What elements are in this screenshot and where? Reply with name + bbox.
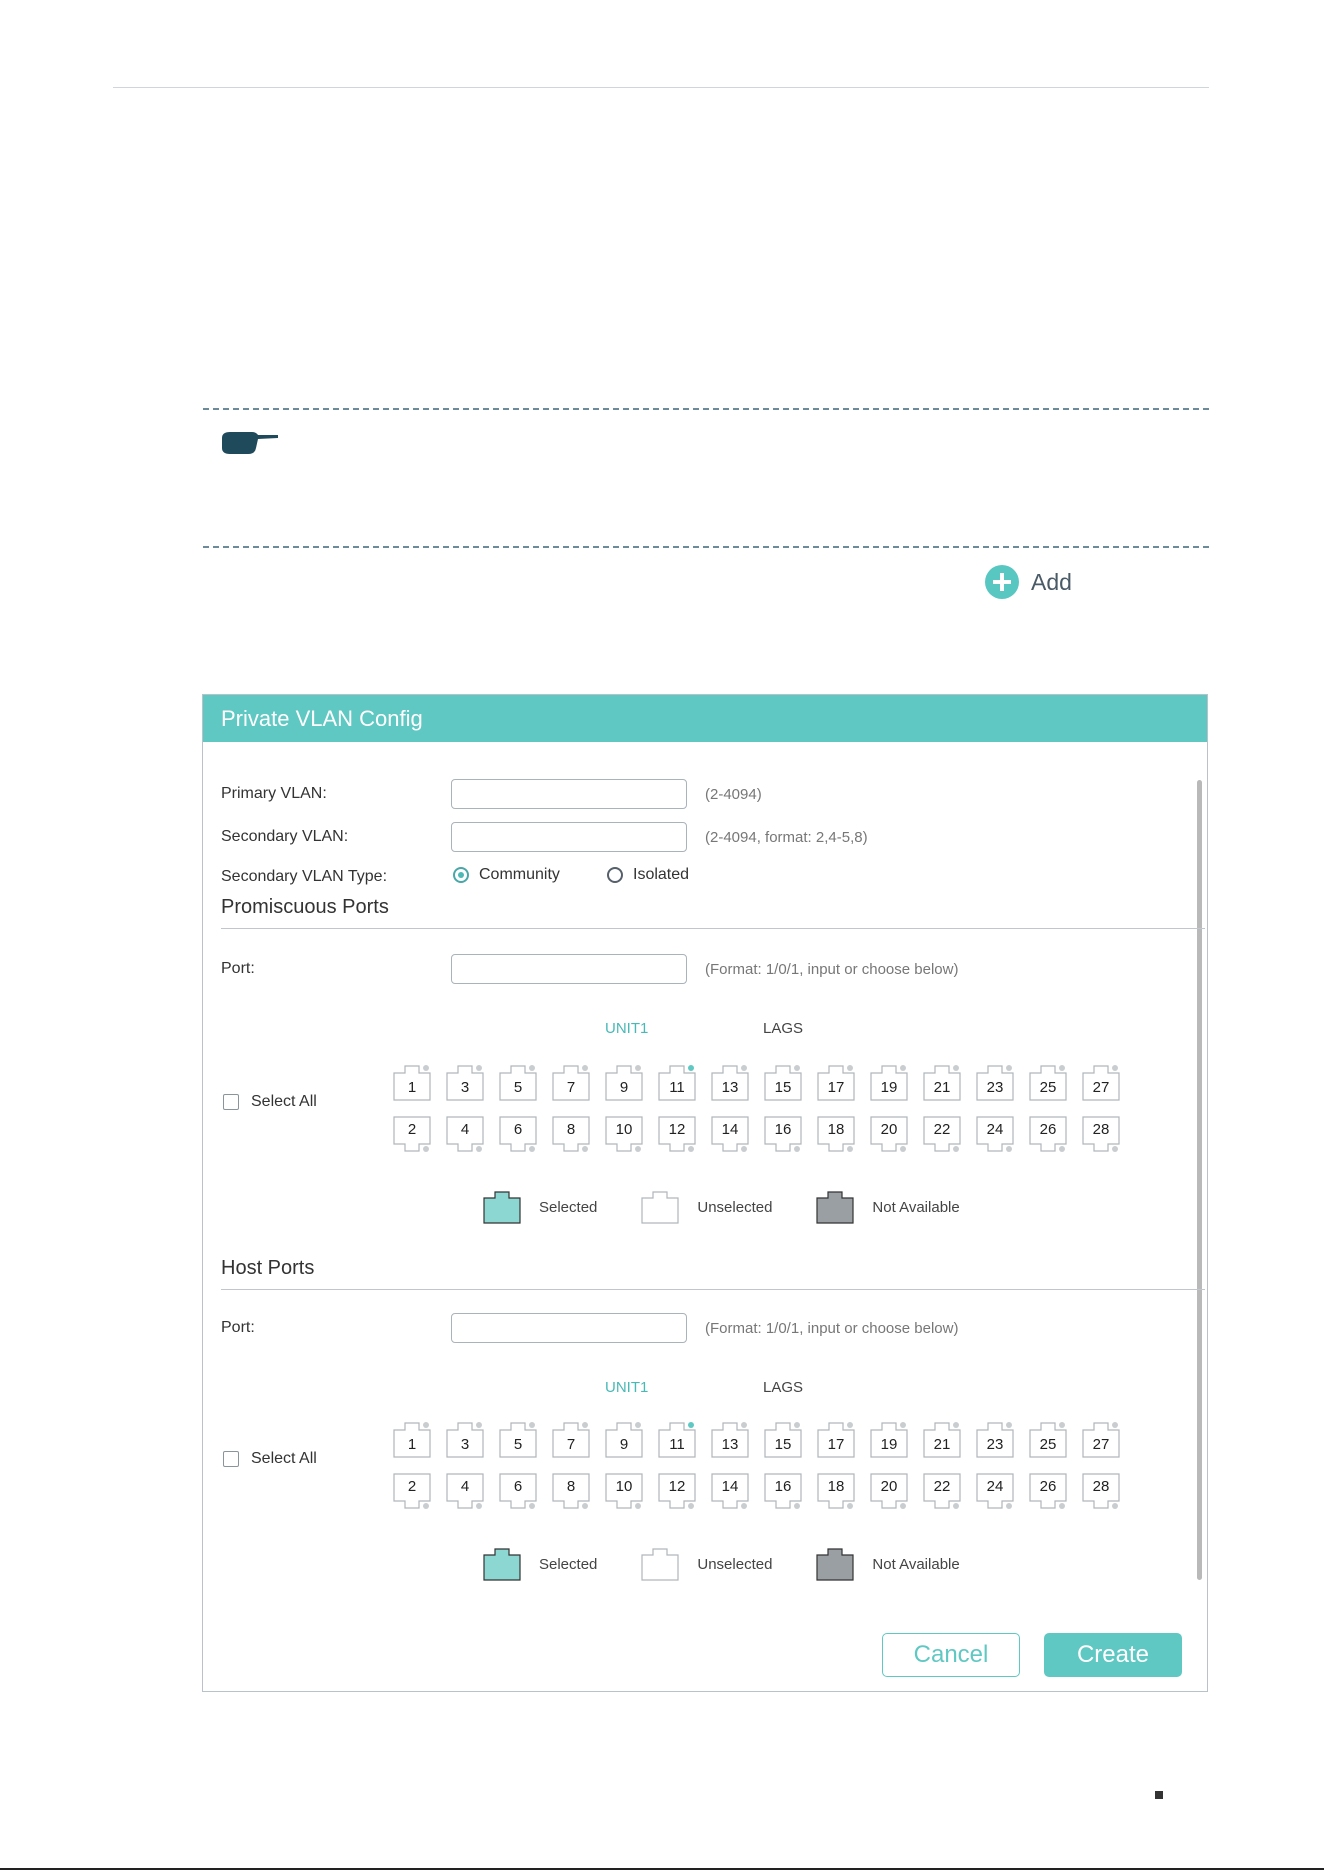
port-row-odd: [393, 1063, 1120, 1101]
radio-isolated-label: Isolated: [633, 866, 690, 883]
legend-not-available-label: Not Available: [872, 1555, 960, 1573]
port-led-icon: [582, 1503, 588, 1509]
port-number: 13: [721, 1436, 739, 1453]
port-selected-icon: [483, 1547, 521, 1581]
port-number: 19: [880, 1436, 898, 1453]
port-button[interactable]: [1082, 1473, 1120, 1511]
port-led-icon: [1006, 1146, 1012, 1152]
port-button[interactable]: [446, 1420, 484, 1458]
legend-not-available: [816, 1547, 959, 1581]
legend-not-available-label: Not Available: [872, 1198, 960, 1216]
radio-community[interactable]: [453, 866, 560, 884]
port-number: 2: [407, 1478, 417, 1495]
port-led-icon: [635, 1146, 641, 1152]
select-all-label: Select All: [251, 1093, 317, 1110]
port-led-icon: [900, 1422, 906, 1428]
section-divider: [221, 1289, 1205, 1290]
port-number: 9: [619, 1436, 629, 1453]
port-led-icon: [476, 1503, 482, 1509]
port-button[interactable]: [499, 1116, 537, 1154]
port-button[interactable]: [605, 1063, 643, 1101]
radio-checked-icon: [453, 867, 469, 883]
port-led-icon: [1059, 1065, 1065, 1071]
add-circle-icon: [985, 565, 1019, 599]
port-number: 8: [566, 1478, 576, 1495]
port-number: 16: [774, 1121, 792, 1138]
port-button[interactable]: [976, 1420, 1014, 1458]
port-number: 24: [986, 1478, 1004, 1495]
port-number: 15: [774, 1079, 792, 1096]
port-number: 10: [615, 1478, 633, 1495]
port-number: 13: [721, 1079, 739, 1096]
port-number: 27: [1092, 1079, 1110, 1096]
port-button[interactable]: [1082, 1116, 1120, 1154]
port-button[interactable]: [393, 1420, 431, 1458]
port-led-icon: [582, 1422, 588, 1428]
legend-unselected-label: Unselected: [697, 1198, 773, 1216]
port-button[interactable]: [711, 1420, 749, 1458]
create-button[interactable]: Create: [1044, 1633, 1182, 1677]
page-marker: [1155, 1791, 1163, 1799]
host-legend: [483, 1547, 1004, 1581]
primary-vlan-hint: (2-4094): [705, 786, 762, 803]
port-number: 3: [460, 1436, 470, 1453]
port-number: 9: [619, 1079, 629, 1096]
note-bottom-divider: [203, 546, 1209, 548]
port-led-icon: [741, 1065, 747, 1071]
port-led-icon: [794, 1065, 800, 1071]
port-number: 22: [933, 1121, 951, 1138]
port-led-icon: [847, 1422, 853, 1428]
port-led-icon: [953, 1422, 959, 1428]
secondary-vlan-input[interactable]: [451, 822, 687, 852]
port-number: 24: [986, 1121, 1004, 1138]
port-button[interactable]: [446, 1473, 484, 1511]
port-button[interactable]: [976, 1473, 1014, 1511]
port-button[interactable]: [393, 1063, 431, 1101]
port-led-icon: [529, 1065, 535, 1071]
legend-selected: [483, 1547, 597, 1581]
radio-community-label: Community: [479, 866, 560, 883]
port-selected-icon: [483, 1190, 521, 1224]
port-button[interactable]: [817, 1420, 855, 1458]
port-number: 21: [933, 1079, 951, 1096]
port-row-odd: [393, 1420, 1120, 1458]
port-led-icon: [900, 1503, 906, 1509]
port-number: 4: [460, 1478, 470, 1495]
port-number: 23: [986, 1079, 1004, 1096]
port-button[interactable]: [711, 1473, 749, 1511]
port-button[interactable]: [499, 1063, 537, 1101]
top-rule: [113, 87, 1209, 88]
port-led-icon: [688, 1146, 694, 1152]
port-number: 25: [1039, 1079, 1057, 1096]
port-led-icon: [1006, 1422, 1012, 1428]
port-number: 5: [513, 1079, 523, 1096]
port-number: 1: [407, 1436, 417, 1453]
port-led-icon: [635, 1503, 641, 1509]
legend-unselected-label: Unselected: [697, 1555, 773, 1573]
dialog-scrollbar[interactable]: [1197, 780, 1202, 1580]
promiscuous-port-input[interactable]: [451, 954, 687, 984]
port-number: 21: [933, 1436, 951, 1453]
port-button[interactable]: [923, 1420, 961, 1458]
select-all-label: Select All: [251, 1450, 317, 1467]
host-port-label: Port:: [221, 1319, 255, 1336]
port-number: 26: [1039, 1121, 1057, 1138]
port-number: 6: [513, 1478, 523, 1495]
promiscuous-port-hint: (Format: 1/0/1, input or choose below): [705, 961, 959, 978]
port-number: 12: [668, 1478, 686, 1495]
private-vlan-config-dialog: [202, 694, 1208, 1692]
port-button[interactable]: [552, 1473, 590, 1511]
port-led-icon: [953, 1065, 959, 1071]
host-select-all[interactable]: [223, 1450, 317, 1468]
port-led-icon: [476, 1146, 482, 1152]
port-button[interactable]: [870, 1116, 908, 1154]
port-number: 6: [513, 1121, 523, 1138]
port-button[interactable]: [1029, 1420, 1067, 1458]
port-number: 18: [827, 1121, 845, 1138]
port-number: 19: [880, 1079, 898, 1096]
port-led-icon: [794, 1146, 800, 1152]
port-button[interactable]: [658, 1473, 696, 1511]
port-button[interactable]: [658, 1116, 696, 1154]
port-button[interactable]: [764, 1116, 802, 1154]
port-led-icon: [635, 1065, 641, 1071]
port-number: 8: [566, 1121, 576, 1138]
port-number: 14: [721, 1121, 739, 1138]
port-number: 18: [827, 1478, 845, 1495]
port-led-icon: [1112, 1146, 1118, 1152]
port-number: 26: [1039, 1478, 1057, 1495]
port-led-icon: [1059, 1503, 1065, 1509]
port-button[interactable]: [1082, 1063, 1120, 1101]
add-label: Add: [1031, 568, 1072, 595]
port-button[interactable]: [976, 1063, 1014, 1101]
port-led-icon: [582, 1146, 588, 1152]
port-led-icon: [741, 1146, 747, 1152]
port-led-icon: [476, 1065, 482, 1071]
port-number: 1: [407, 1079, 417, 1096]
port-number: 7: [566, 1079, 576, 1096]
port-led-icon: [688, 1503, 694, 1509]
port-button[interactable]: [817, 1063, 855, 1101]
port-button[interactable]: [1029, 1116, 1067, 1154]
port-button[interactable]: [605, 1473, 643, 1511]
port-number: 4: [460, 1121, 470, 1138]
port-number: 16: [774, 1478, 792, 1495]
port-led-icon: [423, 1065, 429, 1071]
port-button[interactable]: [552, 1420, 590, 1458]
port-number: 11: [669, 1436, 685, 1453]
port-button[interactable]: [870, 1063, 908, 1101]
port-led-icon: [900, 1065, 906, 1071]
port-led-icon: [741, 1503, 747, 1509]
legend-selected-label: Selected: [539, 1198, 598, 1216]
port-button[interactable]: [711, 1063, 749, 1101]
legend-unselected: [641, 1547, 772, 1581]
port-number: 15: [774, 1436, 792, 1453]
legend-unselected: [641, 1190, 772, 1224]
port-button[interactable]: [711, 1116, 749, 1154]
pointing-hand-icon: [218, 428, 280, 460]
port-number: 22: [933, 1478, 951, 1495]
port-button[interactable]: [446, 1116, 484, 1154]
port-number: 14: [721, 1478, 739, 1495]
checkbox-icon: [223, 1451, 239, 1467]
note-top-divider: [203, 408, 1209, 410]
port-button[interactable]: [658, 1063, 696, 1101]
port-number: 7: [566, 1436, 576, 1453]
port-number: 28: [1092, 1478, 1110, 1495]
port-button[interactable]: [976, 1116, 1014, 1154]
port-button[interactable]: [393, 1116, 431, 1154]
port-led-icon: [1112, 1503, 1118, 1509]
port-button[interactable]: [923, 1473, 961, 1511]
host-ports-title: Host Ports: [221, 1257, 315, 1279]
promiscuous-tab-unit1[interactable]: UNIT1: [605, 1020, 649, 1037]
port-led-icon: [1006, 1503, 1012, 1509]
port-not-available-icon: [816, 1547, 854, 1581]
port-led-icon: [688, 1422, 694, 1428]
port-unselected-icon: [641, 1547, 679, 1581]
port-row-even: [393, 1116, 1120, 1154]
port-led-icon: [423, 1503, 429, 1509]
port-button[interactable]: [605, 1116, 643, 1154]
port-button[interactable]: [1029, 1473, 1067, 1511]
port-number: 25: [1039, 1436, 1057, 1453]
port-led-icon: [1112, 1422, 1118, 1428]
secondary-vlan-hint: (2-4094, format: 2,4-5,8): [705, 829, 868, 846]
port-led-icon: [529, 1422, 535, 1428]
port-led-icon: [529, 1503, 535, 1509]
port-button[interactable]: [499, 1420, 537, 1458]
port-led-icon: [1059, 1422, 1065, 1428]
port-number: 10: [615, 1121, 633, 1138]
port-button[interactable]: [923, 1116, 961, 1154]
port-led-icon: [529, 1146, 535, 1152]
port-button[interactable]: [446, 1063, 484, 1101]
host-tab-unit1[interactable]: UNIT1: [605, 1379, 649, 1396]
primary-vlan-input[interactable]: [451, 779, 687, 809]
port-led-icon: [794, 1422, 800, 1428]
port-row-even: [393, 1473, 1120, 1511]
port-number: 17: [827, 1079, 845, 1096]
port-button[interactable]: [764, 1473, 802, 1511]
port-button[interactable]: [552, 1116, 590, 1154]
section-divider: [221, 928, 1205, 929]
secondary-vlan-type-label: Secondary VLAN Type:: [221, 868, 388, 885]
port-led-icon: [423, 1146, 429, 1152]
radio-unchecked-icon: [607, 867, 623, 883]
port-button[interactable]: [499, 1473, 537, 1511]
secondary-vlan-label: Secondary VLAN:: [221, 828, 349, 845]
port-led-icon: [635, 1422, 641, 1428]
promiscuous-ports-title: Promiscuous Ports: [221, 896, 389, 918]
port-button[interactable]: [817, 1473, 855, 1511]
port-button[interactable]: [764, 1420, 802, 1458]
port-led-icon: [900, 1146, 906, 1152]
primary-vlan-label: Primary VLAN:: [221, 785, 327, 802]
port-number: 20: [880, 1121, 898, 1138]
legend-not-available: [816, 1190, 959, 1224]
port-button[interactable]: [1029, 1063, 1067, 1101]
add-button[interactable]: [985, 565, 1072, 599]
port-not-available-icon: [816, 1190, 854, 1224]
host-port-input[interactable]: [451, 1313, 687, 1343]
promiscuous-port-label: Port:: [221, 960, 255, 977]
port-led-icon: [582, 1065, 588, 1071]
port-button[interactable]: [605, 1420, 643, 1458]
port-button[interactable]: [923, 1063, 961, 1101]
port-button[interactable]: [658, 1420, 696, 1458]
port-led-icon: [476, 1422, 482, 1428]
port-button[interactable]: [817, 1116, 855, 1154]
port-button[interactable]: [393, 1473, 431, 1511]
port-led-icon: [847, 1065, 853, 1071]
checkbox-icon: [223, 1094, 239, 1110]
port-button[interactable]: [552, 1063, 590, 1101]
port-number: 23: [986, 1436, 1004, 1453]
port-number: 17: [827, 1436, 845, 1453]
port-button[interactable]: [1082, 1420, 1120, 1458]
port-number: 11: [669, 1079, 685, 1096]
port-led-icon: [953, 1146, 959, 1152]
port-led-icon: [423, 1422, 429, 1428]
port-number: 12: [668, 1121, 686, 1138]
port-led-icon: [794, 1503, 800, 1509]
promiscuous-legend: [483, 1190, 1004, 1224]
port-unselected-icon: [641, 1190, 679, 1224]
port-led-icon: [741, 1422, 747, 1428]
host-tab-lags[interactable]: LAGS: [763, 1379, 804, 1396]
port-number: 28: [1092, 1121, 1110, 1138]
promiscuous-select-all[interactable]: [223, 1093, 317, 1111]
port-button[interactable]: [870, 1420, 908, 1458]
port-number: 20: [880, 1478, 898, 1495]
port-button[interactable]: [764, 1063, 802, 1101]
promiscuous-tab-lags[interactable]: LAGS: [763, 1020, 804, 1037]
port-number: 2: [407, 1121, 417, 1138]
port-led-icon: [847, 1503, 853, 1509]
port-led-icon: [953, 1503, 959, 1509]
legend-selected-label: Selected: [539, 1555, 598, 1573]
port-number: 5: [513, 1436, 523, 1453]
port-number: 27: [1092, 1436, 1110, 1453]
port-led-icon: [688, 1065, 694, 1071]
cancel-button[interactable]: Cancel: [882, 1633, 1020, 1677]
legend-selected: [483, 1190, 597, 1224]
port-button[interactable]: [870, 1473, 908, 1511]
host-port-hint: (Format: 1/0/1, input or choose below): [705, 1320, 959, 1337]
port-led-icon: [1112, 1065, 1118, 1071]
port-led-icon: [847, 1146, 853, 1152]
dialog-title: Private VLAN Config: [203, 695, 1207, 742]
radio-isolated[interactable]: [607, 866, 689, 884]
port-led-icon: [1059, 1146, 1065, 1152]
port-led-icon: [1006, 1065, 1012, 1071]
port-number: 3: [460, 1079, 470, 1096]
bottom-rule: [0, 1868, 1324, 1870]
